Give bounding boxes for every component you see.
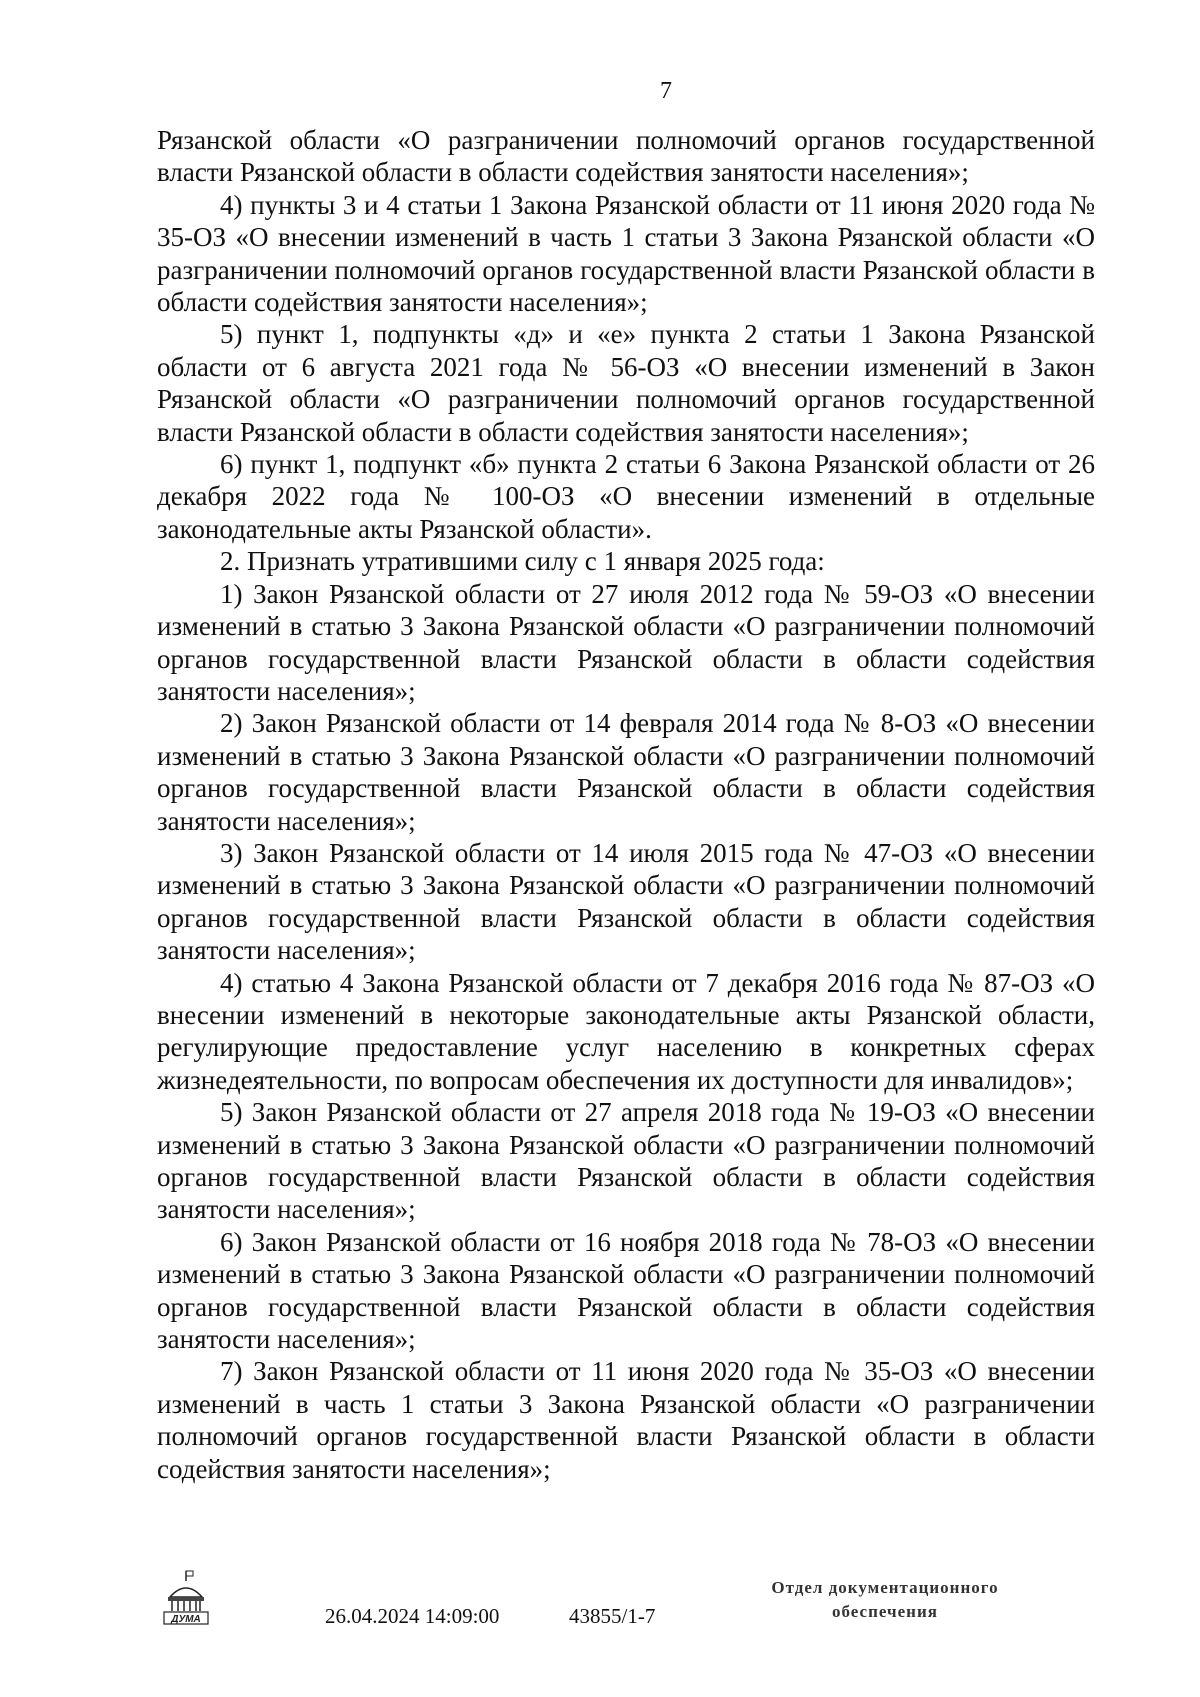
document-body — [157, 124, 1095, 1485]
footer-datetime: 26.04.2024 14:09:00 — [325, 1604, 500, 1628]
paragraph: 3) Закон Рязанской области от 14 июля 2015 года № 47-ОЗ «О внесении изменений в статью 3 Закона Рязанской области «О разграничении полномочий органов государственной власти Рязанской области в области содействия занятости населения»; — [157, 837, 1095, 966]
paragraph: 6) пункт 1, подпункт «б» пункта 2 статьи 6 Закона Рязанской области от 26 декабря 2022 года № 100-ОЗ «О внесении изменений в отдельные законодательные акты Рязанской области». — [157, 449, 1095, 544]
logo-text: ДУМА — [171, 1614, 201, 1625]
paragraph: 7) Закон Рязанской области от 11 июня 2020 года № 35-ОЗ «О внесении изменений в часть 1 статьи 3 Закона Рязанской области «О разграничении полномочий органов государственной власти Рязанской области в области содействия занятости населения»; — [157, 1356, 1095, 1484]
paragraph: 5) Закон Рязанской области от 27 апреля 2018 года № 19-ОЗ «О внесении изменений в статью 3 Закона Рязанской области «О разграничении полномочий органов государственной власти Рязанской области в области содействия занятости населения»; — [157, 1097, 1095, 1225]
paragraph: 6) Закон Рязанской области от 16 ноября 2018 года № 78-ОЗ «О внесении изменений в статью 3 Закона Рязанской области «О разграничении полномочий органов государственной власти Рязанской области в области содействия занятости населения»; — [157, 1226, 1095, 1355]
paragraph: 2) Закон Рязанской области от 14 февраля 2014 года № 8-ОЗ «О внесении изменений в статью 3 Закона Рязанской области «О разграничении полномочий органов государственной власти Рязанской области в области содействия занятости населения»; — [157, 708, 1095, 836]
paragraph: 4) пункты 3 и 4 статьи 1 Закона Рязанской области от 11 июня 2020 года № 35-ОЗ «О внесении изменений в часть 1 статьи 3 Закона Рязанской области «О разграничении полномочий органов государственной власти Рязанской области в области содействия занятости населения»; — [157, 189, 1095, 318]
duma-logo — [160, 1569, 212, 1627]
footer-doc-code: 43855/1-7 — [569, 1604, 656, 1628]
paragraph: 5) пункт 1, подпункты «д» и «е» пункта 2 статьи 1 Закона Рязанской области от 6 августа 2021 года № 56-ОЗ «О внесении изменений в Закон Рязанской области «О разграничении полномочий органов государственной власти Рязанской области в области содействия занятости населения»; — [157, 319, 1095, 447]
department-stamp — [740, 1576, 1030, 1624]
stamp-line-2: обеспечения — [832, 1602, 938, 1621]
stamp-line-1: Отдел документационного — [771, 1578, 999, 1597]
paragraph: 4) статью 4 Закона Рязанской области от 7 декабря 2016 года № 87-ОЗ «О внесении изменений в некоторые законодательные акты Рязанской области, регулирующие предоставление услуг населению в конкретных сферах жизнедеятельности, по вопросам обеспечения их доступности для инвалидов»; — [157, 967, 1095, 1095]
paragraph: 1) Закон Рязанской области от 27 июля 2012 года № 59-ОЗ «О внесении изменений в статью 3 Закона Рязанской области «О разграничении полномочий органов государственной власти Рязанской области в области содействия занятости населения»; — [157, 578, 1095, 706]
paragraph: Рязанской области «О разграничении полномочий органов государственной власти Рязанской области в области содействия занятости населения»; — [157, 125, 1095, 188]
page-number: 7 — [660, 78, 672, 104]
paragraph: 2. Признать утратившими силу с 1 января 2025 года: — [220, 546, 825, 577]
duma-logo-icon — [160, 1569, 212, 1627]
